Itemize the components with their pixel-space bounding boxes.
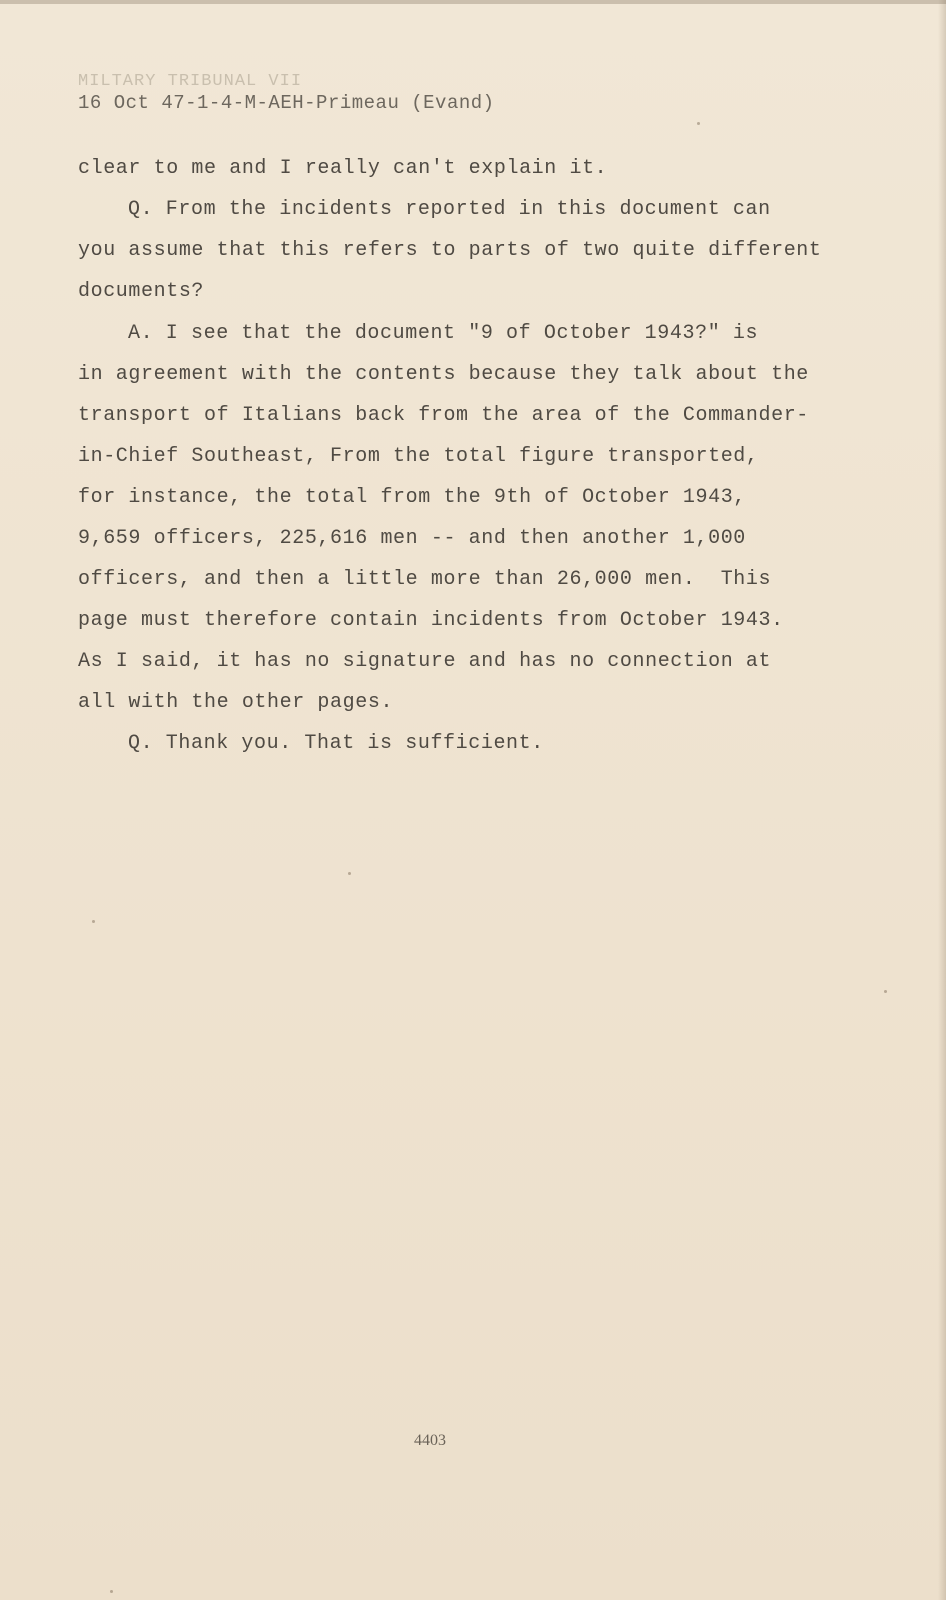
paper-speck (92, 920, 95, 923)
question-line-2: you assume that this refers to parts of two quite different (78, 239, 822, 262)
answer-line-1: A. I see that the document "9 of October 1943?" is (128, 322, 759, 345)
tribunal-header: MILTARY TRIBUNAL VII (78, 72, 303, 91)
session-header: 16 Oct 47-1-4-M-AEH-Primeau (Evand) (78, 92, 495, 114)
page-right-edge (938, 0, 946, 1600)
body-line-1: clear to me and I really can't explain it. (78, 157, 608, 180)
paper-speck (110, 1590, 113, 1593)
answer-line-4: in-Chief Southeast, From the total figure transported, (78, 445, 759, 468)
paper-speck (697, 122, 700, 125)
answer-line-10: all with the other pages. (78, 691, 394, 714)
answer-line-3: transport of Italians back from the area of the Commander- (78, 404, 809, 427)
answer-line-2: in agreement with the contents because they talk about the (78, 363, 809, 386)
page-top-edge (0, 0, 946, 4)
answer-line-7: officers, and then a little more than 26,000 men. This (78, 568, 772, 591)
closing-question-line: Q. Thank you. That is sufficient. (128, 732, 544, 755)
answer-line-6: 9,659 officers, 225,616 men -- and then another 1,000 (78, 527, 746, 550)
question-line-3: documents? (78, 280, 205, 303)
page-number: 4403 (414, 1432, 446, 1449)
paper-speck (884, 990, 887, 993)
question-line-1: Q. From the incidents reported in this document can (128, 198, 771, 221)
paper-speck (348, 872, 351, 875)
answer-line-9: As I said, it has no signature and has no connection at (78, 650, 772, 673)
answer-line-5: for instance, the total from the 9th of October 1943, (78, 486, 746, 509)
answer-line-8: page must therefore contain incidents from October 1943. (78, 609, 784, 632)
